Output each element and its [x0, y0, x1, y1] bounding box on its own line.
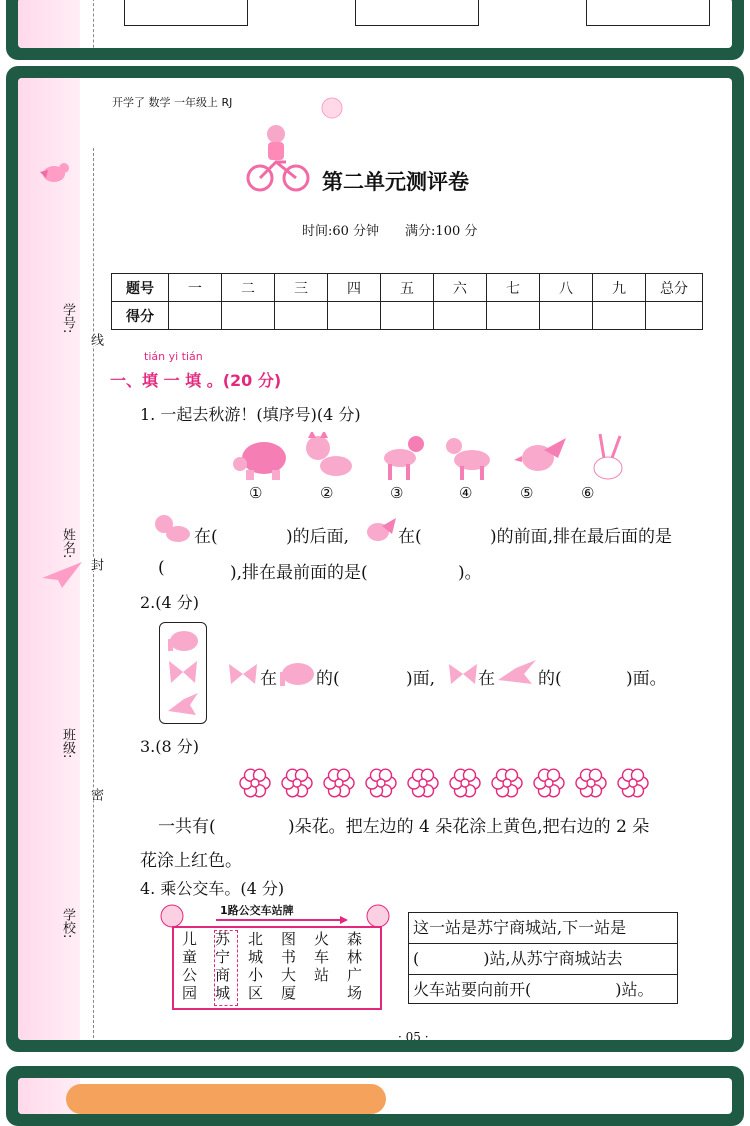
flower-icon[interactable] — [364, 766, 398, 800]
score-table — [111, 273, 703, 330]
cat-icon — [302, 432, 358, 482]
previous-page-card — [6, 0, 744, 60]
score-cell[interactable] — [169, 302, 222, 330]
worksheet-card — [6, 66, 744, 1052]
box-text: )站,从苏宁商城站去 — [483, 949, 623, 968]
stop-char: 苏 — [215, 930, 231, 948]
stop-char: 林 — [347, 948, 363, 966]
flower-icon[interactable] — [532, 766, 566, 800]
stop-char: 区 — [248, 984, 264, 1002]
stop-char: 童 — [182, 948, 198, 966]
flower-icon[interactable] — [574, 766, 608, 800]
name-label: 姓名: — [60, 528, 75, 559]
q1-text: )的前面,排在最后面的是 — [490, 527, 673, 547]
column-header: 一 — [169, 274, 222, 302]
stop-char: 儿 — [182, 930, 198, 948]
page-title: 第二单元测评卷 — [322, 170, 469, 194]
section-heading: 一、填 一 填 。(20 分) — [110, 371, 282, 390]
animal-label: ① — [249, 484, 263, 502]
next-page-card — [6, 1066, 744, 1126]
next-page-banner — [66, 1084, 386, 1114]
bird-icon — [38, 158, 74, 188]
bus-stop-sign — [160, 904, 390, 1008]
stack-box — [159, 622, 207, 724]
flower-icon[interactable] — [406, 766, 440, 800]
column-header: 二 — [222, 274, 275, 302]
box-text: ( — [413, 949, 420, 968]
stop-char: 城 — [215, 984, 231, 1002]
side-strip — [18, 78, 80, 1040]
column-header: 五 — [381, 274, 434, 302]
elephant-icon — [166, 627, 200, 653]
flower-icon[interactable] — [616, 766, 650, 800]
q2-text: 在 — [260, 669, 277, 689]
stop-char: 小 — [248, 966, 264, 984]
q2-text: )面。 — [626, 669, 667, 689]
stop-char: 场 — [347, 984, 363, 1002]
bird-icon — [514, 432, 570, 482]
stop-char: 北 — [248, 930, 264, 948]
q2-text: 的( — [538, 669, 562, 689]
line-label: 线 — [88, 333, 103, 346]
circles-icon — [127, 0, 167, 1]
column-header: 七 — [487, 274, 540, 302]
stop-char: 商 — [215, 966, 231, 984]
stop-char: 大 — [281, 966, 297, 984]
stop-char: 书 — [281, 948, 297, 966]
score-cell[interactable] — [328, 302, 381, 330]
box-text: )站。 — [615, 980, 654, 999]
flower-icon[interactable] — [322, 766, 356, 800]
bird-icon — [362, 516, 398, 544]
student-no-label: 学号: — [60, 303, 75, 334]
animal-label: ② — [320, 484, 334, 502]
animal-label: ③ — [390, 484, 404, 502]
score-cell[interactable] — [222, 302, 275, 330]
answer-box — [586, 0, 710, 26]
butterfly-icon — [166, 659, 200, 685]
answer-box — [124, 0, 248, 26]
cat-icon — [152, 512, 192, 544]
column-header: 六 — [434, 274, 487, 302]
score-cell[interactable] — [487, 302, 540, 330]
rabbit-icon — [584, 430, 636, 484]
class-label: 班级: — [60, 728, 75, 759]
row-label: 得分 — [112, 302, 169, 330]
stop-char: 厦 — [281, 984, 297, 1002]
header-text: 开学了 数学 一年级上 RJ — [112, 96, 233, 109]
q1-text: ),排在最前面的是( — [230, 563, 368, 583]
score-cell[interactable] — [275, 302, 328, 330]
q1-text: 在( — [194, 527, 218, 547]
secret-label: 密 — [88, 788, 103, 801]
flower-icon[interactable] — [238, 766, 272, 800]
girl-on-bicycle-icon — [246, 122, 312, 194]
turtle-icon — [232, 430, 290, 484]
box-line: 这一站是苏宁商城站,下一站是 — [409, 913, 677, 944]
horse-icon — [372, 432, 428, 482]
q1-title: 1. 一起去秋游！(填序号)(4 分) — [140, 405, 361, 424]
q3-text: 花涂上红色。 — [140, 851, 242, 871]
box-text: 火车站要向前开( — [413, 980, 532, 999]
paper-plane-icon — [40, 560, 84, 590]
box-line — [409, 975, 677, 1005]
stop-char: 城 — [248, 948, 264, 966]
side-strip — [18, 0, 80, 48]
elephant-icon — [278, 660, 316, 688]
column-header: 总分 — [646, 274, 703, 302]
animals-row — [232, 430, 632, 488]
worksheet-page — [18, 78, 732, 1040]
butterfly-icon — [226, 662, 260, 686]
q2-text: )面, — [406, 669, 436, 689]
swallow-icon — [496, 658, 538, 686]
stop-char: 园 — [182, 984, 198, 1002]
column-header: 四 — [328, 274, 381, 302]
stops-grid — [174, 928, 380, 1008]
stop-char: 火 — [314, 930, 330, 948]
q2-text: 在 — [478, 669, 495, 689]
binding-line — [93, 148, 94, 1038]
stop-char: 宁 — [215, 948, 231, 966]
q1-text: )。 — [458, 563, 482, 583]
school-label: 学校: — [60, 908, 75, 939]
stop-char: 森 — [347, 930, 363, 948]
seal-label: 封 — [88, 558, 103, 571]
stop-char: 广 — [347, 966, 363, 984]
flower-icon[interactable] — [490, 766, 524, 800]
animal-label: ⑤ — [520, 484, 534, 502]
q4-title: 4. 乘公交车。(4 分) — [140, 879, 285, 898]
q1-text: 在( — [398, 527, 422, 547]
animal-label: ⑥ — [581, 484, 595, 502]
stop-char: 车 — [314, 948, 330, 966]
flower-icon[interactable] — [448, 766, 482, 800]
stop-char: 站 — [314, 966, 330, 984]
answer-box — [355, 0, 479, 26]
q2-title: 2.(4 分) — [140, 593, 200, 612]
q3-text: 一共有( — [158, 817, 216, 837]
score-cell[interactable] — [540, 302, 593, 330]
score-cell[interactable] — [381, 302, 434, 330]
column-header: 八 — [540, 274, 593, 302]
page-number: · 05 · — [398, 1030, 429, 1040]
q4-text-box — [408, 912, 678, 1004]
stops-panel — [172, 926, 382, 1010]
sign-title: 1路公交车站牌 — [220, 904, 294, 917]
column-header: 三 — [275, 274, 328, 302]
stop-char: 公 — [182, 966, 198, 984]
stop-char: 图 — [281, 930, 297, 948]
q2-text: 的( — [316, 669, 340, 689]
row-label: 题号 — [112, 274, 169, 302]
q1-text: ( — [158, 558, 165, 578]
time-info: 时间:60 分钟 满分:100 分 — [302, 224, 478, 239]
q3-title: 3.(8 分) — [140, 737, 200, 756]
section-pinyin: tián yi tián — [144, 350, 203, 363]
goat-icon — [442, 432, 498, 482]
score-cell[interactable] — [434, 302, 487, 330]
sun-icon — [314, 90, 350, 126]
swallow-icon — [166, 691, 200, 717]
flower-row — [238, 766, 658, 800]
q1-text: )的后面, — [286, 527, 350, 547]
column-header: 九 — [593, 274, 646, 302]
box-line — [409, 944, 677, 975]
animal-label: ④ — [459, 484, 473, 502]
flower-icon[interactable] — [280, 766, 314, 800]
butterfly-icon — [446, 662, 480, 686]
score-cell[interactable] — [593, 302, 646, 330]
q3-text: )朵花。把左边的 4 朵花涂上黄色,把右边的 2 朵 — [288, 817, 650, 837]
score-cell[interactable] — [646, 302, 703, 330]
